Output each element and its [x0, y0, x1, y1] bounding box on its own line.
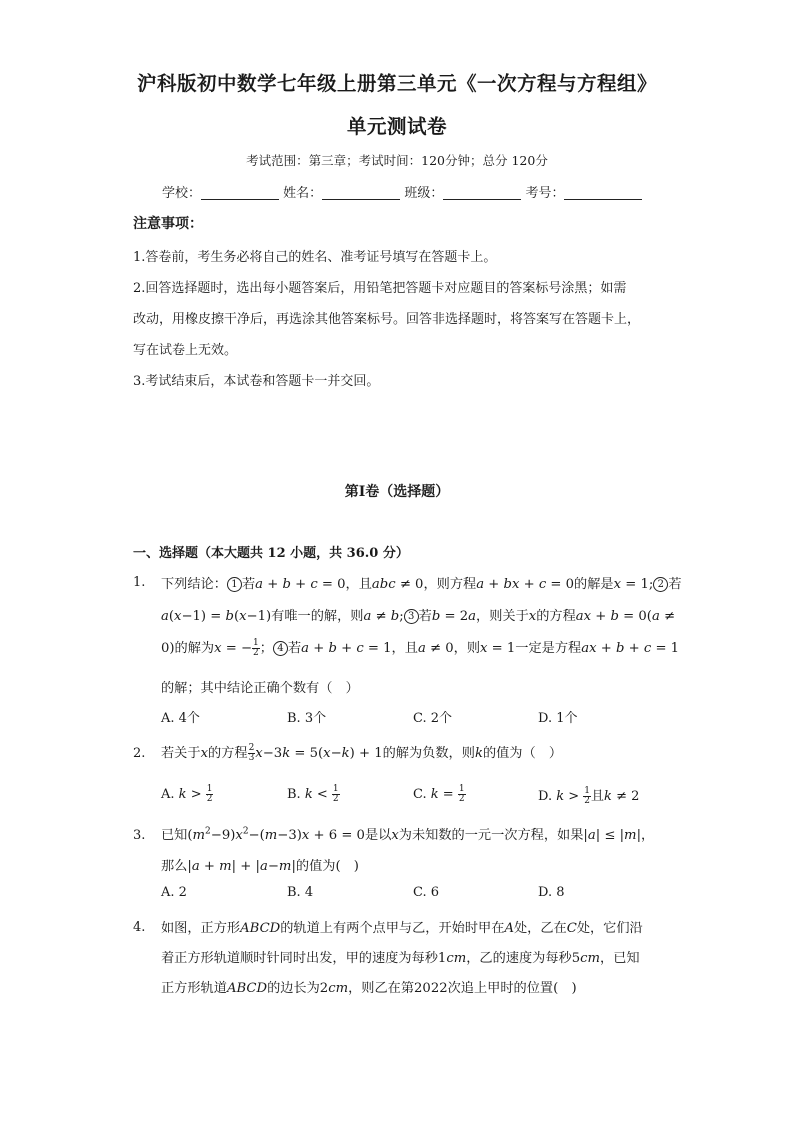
option-c: C. 6 — [413, 885, 440, 900]
question-number: 1. — [133, 575, 146, 590]
question-3-line1: 已知$(m^2-9)x^2-(m-3)x + 6 = 0$是以x为未知数的一元一次方程，如果|a| ≤ |m|， — [161, 826, 655, 843]
option-a: A. 2 — [161, 885, 187, 900]
notice-item: 1.答卷前，考生务必将自己的姓名、准考证号填写在答题卡上。 — [133, 250, 497, 265]
section-title: 第I卷（选择题） — [344, 484, 450, 500]
option-a: A. k > $\frac{1}{2}$ — [161, 784, 213, 804]
school-label: 学校： — [162, 186, 202, 201]
option-b: B. 4 — [287, 885, 314, 900]
student-info-fields — [162, 182, 642, 201]
question-1-line1: 下列结论： 1 若a + b + c = 0，且abc ≠ 0，则方程a + bx + c = 0的解是x = 1; 2 若 — [161, 577, 682, 592]
question-1-line4: 的解；其中结论正确个数有（ ） — [161, 681, 359, 696]
notice-item: 写在试卷上无效。 — [133, 343, 238, 358]
question-1-line2: a(x−1) = b(x−1)有唯一的解，则a ≠ b; 3 若b = 2a，则关于x的方程ax + b = 0(a ≠ — [161, 609, 676, 624]
school-blank — [201, 185, 279, 200]
question-number: 2. — [133, 746, 146, 761]
option-a: A. 4个 — [161, 711, 200, 726]
notice-item: 2.回答选择题时，选出每小题答案后，用铅笔把答题卡对应题目的答案标号涂黑；如需 — [133, 281, 627, 296]
question-number: 3. — [133, 828, 146, 843]
exam-title-line1: 沪科版初中数学七年级上册第三单元《一次方程与方程组》 — [136, 72, 657, 95]
question-2-line1: 若关于x的方程 $\frac{2}{3}$ x−3k = 5(x−k) + 1的解为负数，则k的值为（ ） — [161, 743, 563, 763]
exam-range: 考试范围：第三章；考试时间：120分钟；总分 120分 — [246, 153, 548, 168]
name-label: 姓名： — [283, 186, 323, 201]
notice-heading: 注意事项： — [133, 216, 203, 232]
exam-title-line2: 单元测试卷 — [346, 115, 447, 138]
option-d: D. k > $\frac{1}{2}$ 且k ≠ 2 — [538, 786, 640, 806]
class-label: 班级： — [404, 186, 444, 201]
question-number: 4. — [133, 920, 146, 935]
exam-no-blank — [564, 185, 642, 200]
option-b: B. k < $\frac{1}{2}$ — [287, 784, 339, 804]
option-c: C. k = $\frac{1}{2}$ — [413, 784, 465, 804]
exam-no-label: 考号： — [525, 186, 565, 201]
option-c: C. 2个 — [413, 711, 453, 726]
notice-item: 3.考试结束后，本试卷和答题卡一并交回。 — [133, 374, 380, 389]
part-title: 一、选择题（本大题共 12 小题，共 36.0 分） — [133, 546, 409, 561]
question-4-line2: 着正方形轨道顺时针同时出发，甲的速度为每秒1cm，乙的速度为每秒5cm，已知 — [161, 951, 640, 966]
question-3-line2: 那么|a + m| + |a−m|的值为( ) — [161, 859, 359, 874]
option-d: D. 1个 — [538, 711, 578, 726]
question-4-line3: 正方形轨道ABCD的边长为2cm，则乙在第2022次追上甲时的位置( ) — [161, 981, 577, 996]
option-d: D. 8 — [538, 885, 565, 900]
question-1-line3: 0)的解为x = − $\frac{1}{2}$ ； 4 若a + b + c = 1，且a ≠ 0，则x = 1一定是方程ax + b + c = 1 — [161, 638, 680, 658]
option-b: B. 3个 — [287, 711, 327, 726]
name-blank — [322, 185, 400, 200]
notice-item: 改动，用橡皮擦干净后，再选涂其他答案标号。回答非选择题时，将答案写在答题卡上， — [133, 312, 641, 327]
class-blank — [443, 185, 521, 200]
question-4-line1: 如图，正方形ABCD的轨道上有两个点甲与乙，开始时甲在A处，乙在C处，它们沿 — [161, 921, 643, 936]
